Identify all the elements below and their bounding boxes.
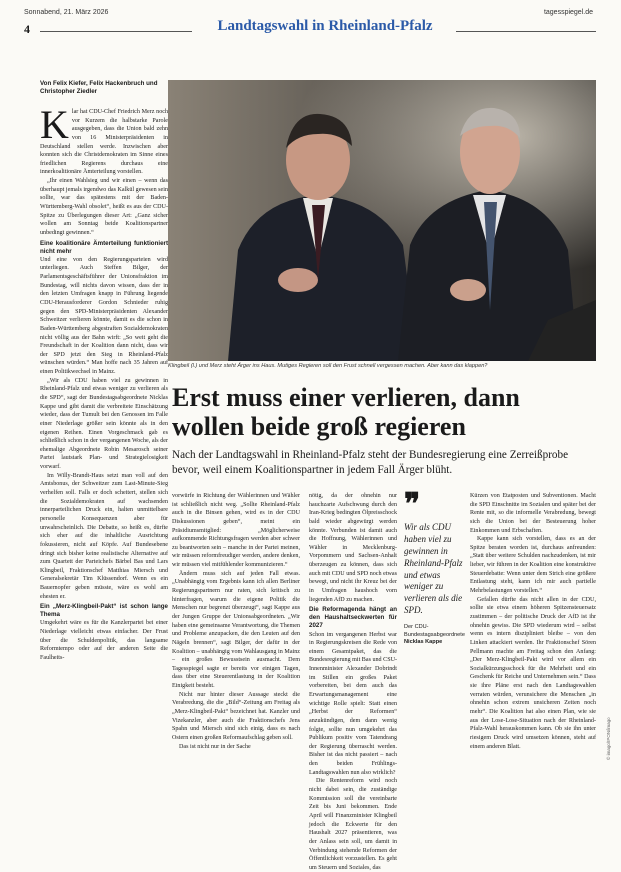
pull-quote: [404, 490, 466, 647]
paragraph: Gefallen dürfte das nicht allen in der CDU, sollte sie etwa einem höheren Spitzensteuersatz zustimmen – der politische Druck der AfD ist ihr ohnehin gewiss. Die SPD wiederum wird – selbst wenn es intern diszipliniert bleibe – von den Linken attackiert werden. Ihr Fraktionschef Sören Pellmann machte am Freitag schon den Anfang: „Der Merz-Klingbeil-Pakt wird vor allem ein Sozialkürzungsschock für die Mehrheit und ein Geschenk für Reiche und Unternehmen sein.“ Dass sie ihre Pläne erst nach den Landtagswahlen verraten würden, verunsichere die Menschen „in ohnehin schon extrem unsicheren Zeiten noch mehr“. Die Koalition hat also einen Plan, wie sie aus der Lose-Lose-Situation nach der Rheinland-Pfalz-Wahl herauskommen kann. Ob sie ihn unter riesigem Druck wird umsetzen können, steht auf einem anderen Blatt.: [470, 596, 596, 750]
article-column-4: [470, 492, 596, 860]
header-rule-left: [40, 31, 192, 32]
headline: Erst muss einer verlieren, dann wollen beide groß regieren: [172, 383, 520, 442]
section-title: Landtagswahl in Rheinland-Pfalz: [217, 18, 433, 34]
paragraph: Ändern muss sich auf jeden Fall etwas. „Unabhängig vom Ergebnis kann ich allen Berliner Regierungspartnern nur raten, sich kritisch zu hinterfragen, warum die eigene Politik die Menschen nur begrenzt überzeugt“, sagt Kappe aus der Jungen Gruppe der Unionsabgeordneten. „Wir haben eine gemeinsame Verantwortung, die Themen und Probleme anzupacken, die den Leuten auf den Nägeln brennen“, sagt Bilger, der dafür in der Koalition – unabhängig vom Wahlausgang in Mainz – ein großes Bewusstsein ausmacht. Dem Tagesspiegel sagte er bereits vor einigen Tagen, dass über eine Steuerentlastung in der Koalition Einigkeit besteht.: [172, 570, 300, 690]
teaser: Nach der Landtagswahl in Rheinland-Pfalz steht der Bundesregierung eine Zerreißprobe bevor, weil einem Koalitionspartner in jedem Fall Ärger blüht.: [172, 449, 569, 477]
quote-author-name: Nicklas Kappe: [404, 639, 443, 646]
quote-author-role: Der CDU-Bundestagsabgeordnete: [404, 624, 465, 638]
paragraph: „Wir als CDU haben viel zu gewinnen in Rheinland-Pfalz und etwas weniger zu verlieren als die SPD“, sagt der Bundestagsabgeordnete Nicklas Kappe und gibt damit die verbreitete Einschätzung wieder, dass der Tumult bei den Genossen im Falle einer Niederlage größer sein könnte als in den eigenen Reihen. Einen Vorgeschmack gab es schließlich schon in der vergangenen Woche, als der ehemalige Abgeordnete Robin Mesarosch seiner Partei lautstark Plan- und Strategielosigkeit vorwarf.: [40, 377, 168, 471]
page-number: 4: [24, 22, 30, 36]
photo-illustration: [168, 80, 596, 361]
byline: Von Felix Kiefer, Felix Hackenbruch und Christopher Ziedler: [40, 80, 158, 96]
paragraph: vorwürfe in Richtung der Wählerinnen und Wähler ist schließlich nicht weg. „Sollte Rheinland-Pfalz auch in die Binsen gehen, wird es in der CDU Diskussionen geben“, meint ein Präsidiumsmitglied: „Möglicherweise aufkommende Richtungsfragen werden aber schwer zu beantworten sein – manche in der Partei meinen, wir müssen reformfreudiger werden, andere denken, wir müssen viel mitfühlender kommunizieren.“: [172, 493, 300, 569]
issue-date: Sonnabend, 21. März 2026: [24, 9, 109, 16]
photo-credit: © imago/IPON/imago: [606, 717, 611, 760]
paragraph: „Ihr einen Wahlsieg und wir einen – wenn das überhaupt jemals irgendwo das Kalkül gewesen sein sollte, war das spätestens mit der Baden-Württemberg-Wahl obsolet“, heißt es aus der CDU-Spitze zu Überlegungen dieser Art: „Ganz sicher wollen am Sonntag beide Koalitionspartner unbedingt gewinnen.“: [40, 178, 168, 236]
paragraph: Kappe kann sich vorstellen, dass es an der Spitze beraten worden ist, durchaus anfreunden: „Statt über weitere Schulden nachzudenken, ist mir lieber, wir führen in der Koalition eine konstruktive Steuerdebatte: Wenn unter dem Strich eine größere Entlastung steht, kann ich mir auch partielle Mehrbelastungen vorstellen.“: [470, 536, 596, 595]
photo-caption: Klingbeil (l.) und Merz steht Ärger ins Haus. Mutiges Regieren soll den Frust schnell vergessen machen. Aber kann das klappen?: [168, 363, 488, 369]
quote-mark-icon: ❞: [404, 488, 421, 521]
site-url[interactable]: tagesspiegel.de: [543, 9, 593, 16]
paragraph: lar hat CDU-Chef Friedrich Merz noch vor Kurzem die halbstarke Parole ausgegeben, dass die Union bald zehn von 16 Ministerpräsidenten in Deutschland stellen werde. Inzwischen aber konnten sich die Christdemokraten im Sinne eines friedlichen Regierens durchaus eine innerkoalitionäre Ämterteilung vorstellen.: [40, 109, 168, 176]
lead-photo: [168, 80, 596, 361]
article-column-3: [309, 492, 398, 871]
paragraph: Nicht nur hinter dieser Aussage steckt die Verabredung, die die „Bild“-Zeitung am Freitag als „Merz-Klingbeil-Pakt“ bezeichnet hat. Kanzler und Vizekanzler, aber auch die Fraktionschefs Jens Spahn und Miersch sind sich einig, dass es nach Ostern einen großen Reformaufschlag geben soll.: [172, 691, 300, 741]
quote-author: [404, 624, 466, 647]
paragraph: Die Rentenreform wird noch nicht dabei sein, die zuständige Kommission soll die vereinbarte Zeit bis Juni bekommen. Ende April will Finanzminister Klingbeil jedoch die Eckwerte für den Haushalt 2027 präsentieren, was der Anlass sein soll, um damit in Verbindung stehende Reformen der Öffentlichkeit vorzustellen. Es geht um Steuern und Soziales, das: [309, 778, 397, 871]
paragraph: Und eine von den Regierungsparteien wird unterliegen. Auch Steffen Bilger, der Parlamentsgeschäftsführer der Unionsfraktion im Bundestag, will nichts davon wissen, dass der in den letzten Umfragen knapp in Führung liegende CDU-Herausforderer Gordon Schnieder ruhig gegen den SPD-Ministerpräsidenten Alexander Schweitzer verlieren könnte, damit es die schon in Baden-Württemberg abgestraften Sozialdemokraten nicht völlig aus der Bahn wirft: „So weit geht die Freundschaft in der Koalition dann nicht, dass wir der SPD jetzt den Sieg in Rheinland-Pfalz wünschen würden.“ Man hoffe nach 35 Jahren auf einen Politikwechsel in Mainz.: [40, 256, 168, 376]
paragraph: Das ist nicht nur in der Sache: [179, 743, 251, 750]
header-rule-right: [456, 31, 596, 32]
drop-cap: K: [40, 102, 69, 147]
subheading: Ein „Merz-Klingbeil-Pakt“ ist schon lange Thema: [40, 603, 168, 619]
subheading: Die Reformagenda hängt an den Haushaltseckwerten für 2027: [309, 606, 397, 630]
paragraph: Im Willy-Brandt-Haus setzt man voll auf den Amtsbonus, der Schweitzer zum Last-Minute-Sieg verhelfen soll. Falls er doch scheitert, stellen sich die Sozialdemokraten auf wachsenden innerparteilichen Druck ein, halten unmittelbare personelle Konsequenzen aber für unwahrscheinlich. Die Debatte, so heißt es, dürfte sich eher auf die inhaltliche Ausrichtung fokussieren, nicht auf Köpfe. Auf Bundesebene dringt sich bisher keine realistische Alternative auf zum Quartett der Parteichefs Bärbel Bas und Lars Klingbeil, Fraktionschef Matthias Miersch und Generalsekretär Tim Klüssendorf. Wenn es ein Bauernopfer geben müsste, wäre es wohl am ehesten er.: [40, 472, 168, 600]
paragraph: Kürzen von Etatposten und Subventionen. Macht die SPD Einschnitte im Sozialen und später bei der Rente mit, so die informelle Verabredung, bewegt sich die Union bei der Besteuerung hoher Einkommen und Erbschaften.: [470, 493, 596, 534]
quote-text: Wir als CDU haben viel zu gewinnen in Rheinland-Pfalz und etwas weniger zu verlieren als die SPD.: [404, 522, 463, 616]
article-column-2: [172, 492, 300, 860]
subheading: Eine koalitionäre Ämterteilung funktioniert nicht mehr: [40, 239, 168, 255]
paragraph: Schon im vergangenen Herbst war in Regierungskreisen die Rede von einem Gesamtpaket, das die Bundesregierung mit Bas und CSU-Innenminister Alexander Dobrindt im Stillen ein großes Paket vorbereiten, bei dem auch das Erwartungsmanagement eine wichtige Rolle spielt: Statt einen „Herbst der Reformen“ anzukündigen, dem dann wenig folgte, sollte nun umgekehrt das Publikum positiv vom Tatendrang der Regierung überrascht werden. Bisher ist das nicht passiert – nach den beiden Frühlings-Landtagswahlen nun also wirklich?: [309, 631, 398, 776]
paragraph: nötig, da der ohnehin nur hauchzarte Aufschwung durch den Iran-Krieg bedingten Ölpreisschock bald wieder abgewürgt werden könnte. Verbunden ist damit auch die Hoffnung, Wählerinnen und Wähler in Mecklenburg-Vorpommern und Sachsen-Anhalt überzeugen zu können, dass sich auch mit CDU und SPD noch etwas bewegt, und nicht ihr Kreuz bei der in Umfragen haushoch vorn liegenden AfD zu machen.: [309, 493, 397, 603]
article-column-1: [40, 102, 168, 860]
paragraph: Umgekehrt wäre es für die Kanzlerpartei bei einer Niederlage vielleicht etwas einfacher. Der Frust über die Schuldenpolitik, das langsame Reformtempo oder auf der anderen Seite die Faulheits-: [40, 620, 168, 662]
